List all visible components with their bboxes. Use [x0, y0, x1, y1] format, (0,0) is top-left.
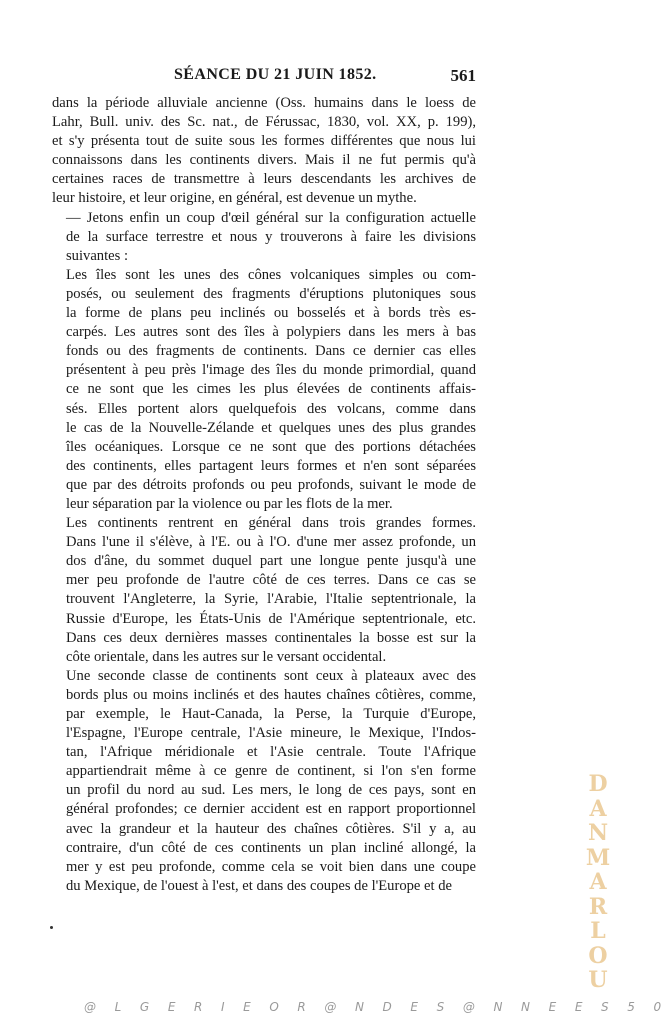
watermark-letter: D	[588, 771, 608, 797]
text-line: îles océaniques. Lorsque ce ne sont que des portions détachées	[66, 438, 476, 455]
text-line: Russie d'Europe, les États-Unis de l'Amérique septentrionale, etc.	[66, 610, 476, 627]
text-line: leur séparation par la violence ou par les flots de la mer.	[66, 495, 393, 512]
text-line: connaissons dans les continents divers. Mais il ne fut permis qu'à	[52, 152, 476, 169]
watermark-letter: A	[589, 869, 607, 895]
text-line: Une seconde classe de continents sont ceux à plateaux avec des	[66, 667, 476, 684]
text-line: présentent à peu près l'image des îles du monde primordial, quand	[66, 362, 476, 379]
text-line: carpés. Les autres sont des îles à polypiers dans les mers à bas	[66, 324, 476, 341]
text-line: avec la grandeur et la hauteur des chaînes côtières. S'il y a, au	[66, 820, 476, 837]
side-watermark	[583, 772, 613, 993]
paragraph	[52, 94, 476, 209]
text-line: dans la période alluviale ancienne (Oss. humains dans le loess de	[52, 95, 476, 111]
text-line: dos d'âne, du sommet duquel part une longue pente jusqu'à une	[66, 553, 476, 570]
footer-watermark: @ L G E R I E O R @ N D E S @ N N E E S 5 0	[84, 1000, 669, 1014]
page-header	[52, 66, 476, 92]
text-line: et s'y présenta tout de suite sous les formes différentes que nous lui	[52, 133, 476, 150]
watermark-letter: R	[588, 893, 608, 920]
text-line: par exemple, le Haut-Canada, la Perse, la Turquie d'Europe,	[66, 706, 476, 722]
text-line: Lahr, Bull. univ. des Sc. nat., de Férussac, 1830, vol. XX, p. 199),	[52, 114, 476, 131]
text-line: posés, ou seulement des fragments d'éruptions plutoniques sous	[66, 285, 476, 302]
text-line: tan, l'Afrique méridionale et l'Asie centrale. Toute l'Afrique	[66, 744, 476, 761]
body-text	[52, 94, 476, 896]
text-line: contraire, d'un côté de ces continents un plan incliné allongé, la	[66, 839, 476, 856]
page-number: 561	[450, 66, 476, 85]
text-line: ce ne sont que les cimes les plus élevées de continents affais-	[66, 381, 476, 398]
text-line: de la surface terrestre et nous y trouverons à faire les divisions	[66, 228, 476, 245]
text-line: que par des détroits profonds ou peu profonds, suivant le mode de	[66, 476, 476, 493]
paragraph	[52, 514, 476, 667]
text-line: mer y est peu profonde, comme cela se voit bien dans une coupe	[66, 858, 476, 875]
text-line: sés. Elles portent alors quelquefois des volcans, comme dans	[66, 400, 476, 417]
text-line: un profil du nord au sud. Les mers, le long de ces pays, sont en	[66, 782, 476, 799]
text-line: fonds ou des fragments de continents. Dans ce dernier cas elles	[66, 343, 476, 360]
paragraph	[52, 667, 476, 896]
text-line: l'Espagne, l'Europe centrale, l'Asie mineure, le Mexique, l'Indos-	[66, 725, 476, 742]
watermark-letter: M	[585, 844, 611, 871]
watermark-letter: L	[590, 918, 606, 944]
text-line: côte orientale, dans les autres sur le versant occidental.	[66, 648, 387, 665]
text-line: le cas de la Nouvelle-Zélande et quelques unes des plus grandes	[66, 419, 476, 436]
watermark-letter: A	[589, 795, 607, 822]
ink-dot	[50, 926, 53, 929]
text-line: du Mexique, de l'ouest à l'est, et dans des coupes de l'Europe et de	[66, 877, 453, 894]
watermark-letter: U	[588, 967, 608, 993]
header-title: SÉANCE DU 21 JUIN 1852.	[174, 66, 377, 83]
text-line: Dans ces deux dernières masses continentales la bosse est sur la	[66, 629, 476, 646]
text-line: appartiendrait même à ce genre de continent, si l'on s'en forme	[66, 763, 476, 780]
watermark-letter: O	[588, 942, 608, 969]
watermark-letter: N	[587, 820, 609, 846]
paragraph	[52, 209, 476, 266]
text-line: la forme de plans peu inclinés ou bosselés et à bords très es-	[66, 305, 476, 322]
text-line: des continents, elles partagent leurs formes et n'en sont séparées	[66, 457, 476, 474]
text-line: général profondes; ce dernier accident est en rapport proportionnel	[66, 801, 476, 818]
text-line: Les îles sont les unes des cônes volcaniques simples ou com-	[66, 266, 476, 283]
text-line: mer peu profonde de l'autre côté de ces terres. Dans ce cas se	[66, 572, 476, 589]
text-line: Les continents rentrent en général dans trois grandes formes.	[66, 515, 476, 532]
text-line: certaines races de transmettre à leurs descendants les archives de	[52, 171, 476, 188]
text-line: Dans l'une il s'élève, à l'E. ou à l'O. d'une mer assez profonde, un	[66, 534, 476, 551]
text-line: bords plus ou moins inclinés et des hautes chaînes côtières, comme,	[66, 686, 476, 703]
text-line: trouvent l'Angleterre, la Syrie, l'Arabie, l'Italie septentrionale, la	[66, 591, 476, 608]
text-line: leur histoire, et leur origine, en général, est devenue un mythe.	[52, 190, 417, 207]
text-line: — Jetons enfin un coup d'œil général sur la configuration actuelle	[66, 209, 476, 226]
text-line: suivantes :	[66, 247, 129, 264]
paragraph	[52, 266, 476, 514]
